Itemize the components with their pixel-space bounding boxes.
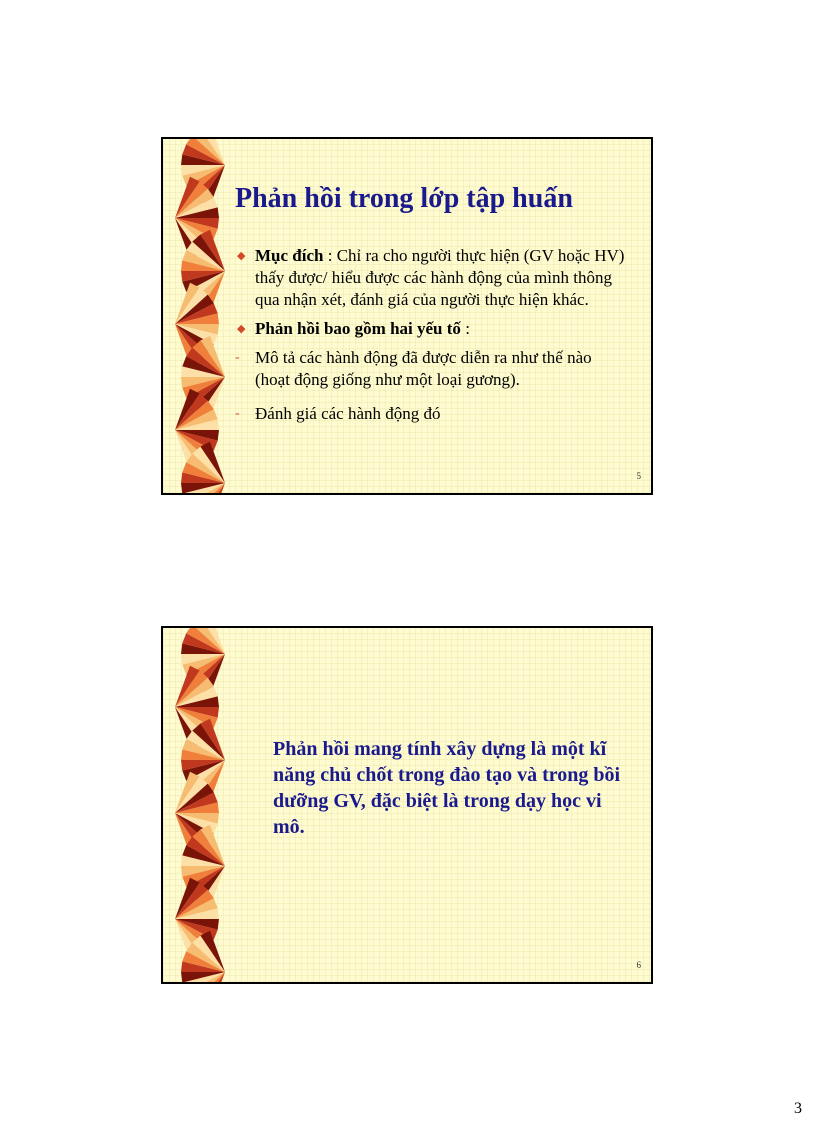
slide-6 bbox=[161, 626, 653, 984]
dash-bullet-icon: - bbox=[235, 406, 240, 421]
sub-item-text: Đánh giá các hành động đó bbox=[255, 404, 441, 423]
diamond-bullet-icon: ◆ bbox=[237, 250, 246, 262]
slide-number: 6 bbox=[636, 960, 641, 970]
decorative-fan-border bbox=[173, 139, 231, 495]
slide-quote: Phản hồi mang tính xây dựng là một kĩ năng chủ chốt trong đào tạo và trong bồi dưỡng GV, đặc biệt là trong dạy học vi mô. bbox=[273, 738, 621, 838]
page-number: 3 bbox=[794, 1100, 802, 1117]
slide-5 bbox=[161, 137, 653, 495]
sub-item-evaluate bbox=[235, 403, 625, 425]
diamond-bullet-icon: ◆ bbox=[237, 323, 246, 335]
bullet-text: : bbox=[460, 319, 470, 338]
dash-bullet-icon: - bbox=[235, 350, 240, 365]
bullet-item-components bbox=[235, 318, 625, 340]
slide-content bbox=[235, 245, 625, 437]
bullet-label: Phản hồi bao gồm hai yếu tố bbox=[255, 319, 461, 338]
decorative-fan-border bbox=[173, 628, 231, 984]
slide-number: 5 bbox=[636, 471, 641, 481]
bullet-item-purpose bbox=[235, 245, 625, 311]
bullet-text: : Chỉ ra cho người thực hiện (GV hoặc HV) thấy được/ hiểu được các hành động của mình thông qua nhận xét, đánh giá của người thực hiện khác. bbox=[255, 246, 625, 309]
sub-item-text: Mô tả các hành động đã được diễn ra như thế nào (hoạt động giống như một loại gương). bbox=[255, 348, 592, 389]
slide-title: Phản hồi trong lớp tập huấn bbox=[235, 183, 573, 214]
bullet-label: Mục đích bbox=[255, 246, 324, 265]
sub-item-describe bbox=[235, 347, 625, 391]
